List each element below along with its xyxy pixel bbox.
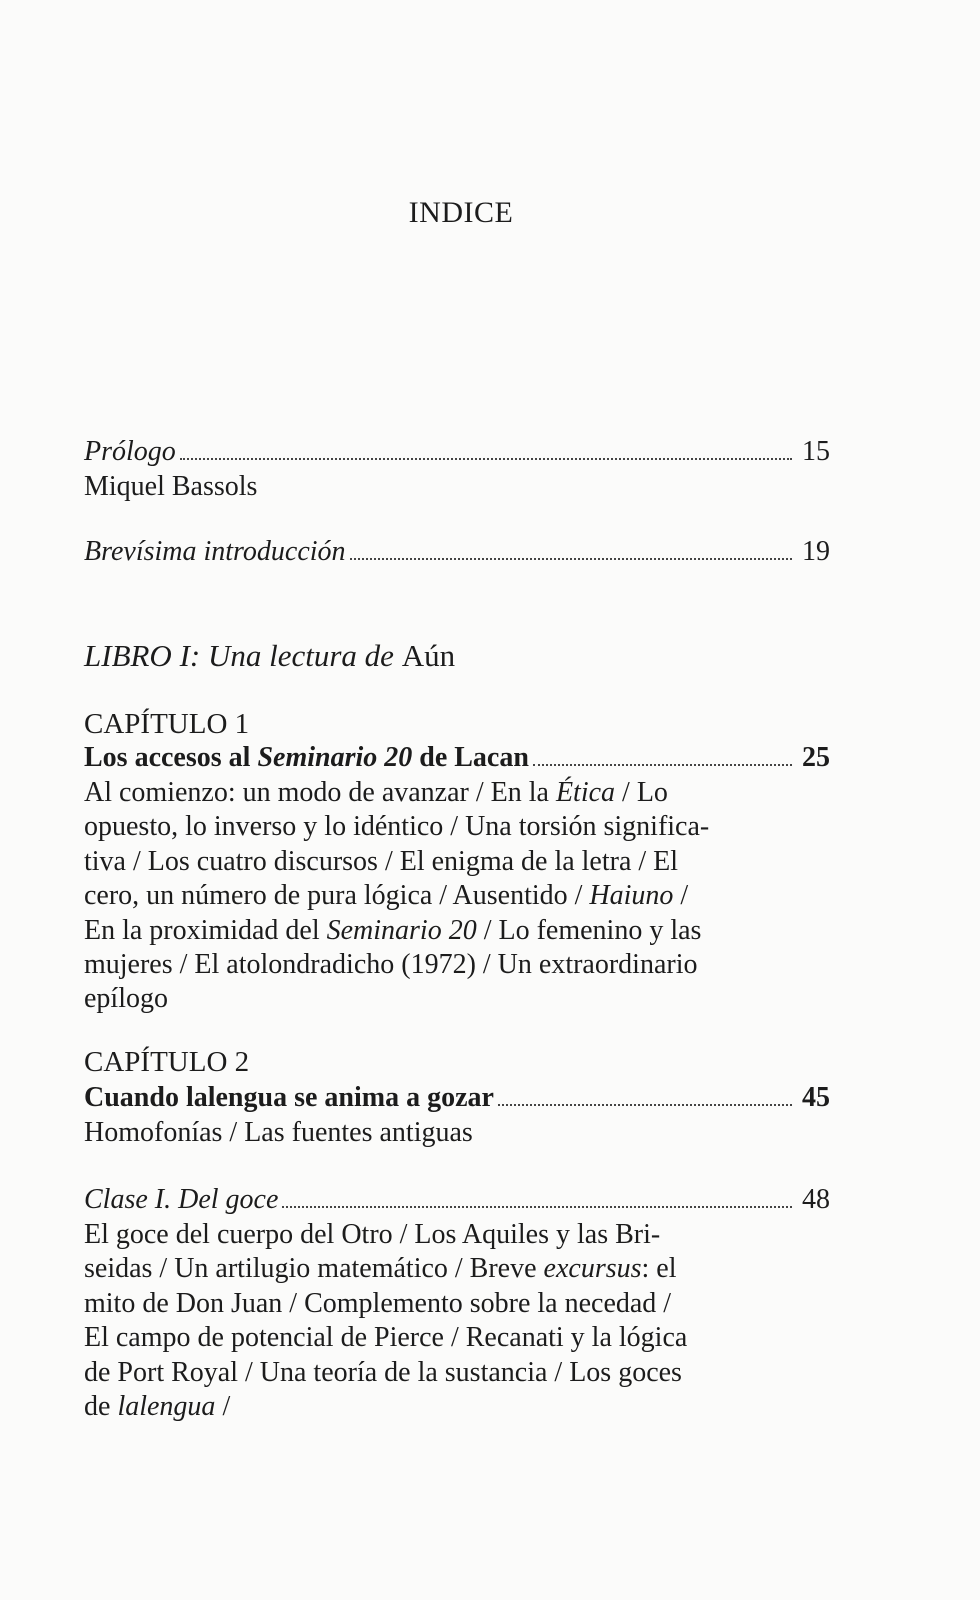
book-part-heading [84, 638, 455, 674]
toc-entry-prologo[interactable] [84, 436, 830, 468]
summary-line: seidas / Un artilugio matemático / Breve excursus: el [84, 1253, 677, 1285]
toc-page-number: 19 [802, 536, 830, 567]
toc-entry-cap2[interactable] [84, 1082, 830, 1114]
summary-line: El campo de potencial de Pierce / Recanati y la lógica [84, 1322, 688, 1354]
summary-line: epílogo [84, 983, 168, 1015]
toc-entry-cap1[interactable] [84, 742, 830, 774]
book-part-title: Una lectura de [207, 638, 402, 673]
toc-page-number: 15 [802, 436, 830, 467]
entry-text: de Lacan [412, 742, 529, 773]
summary-line: Al comienzo: un modo de avanzar / En la Ética / Lo [84, 777, 668, 808]
summary-line: tiva / Los cuatro discursos / El enigma de la letra / El [84, 845, 679, 877]
toc-entry-label [84, 742, 533, 774]
toc-page-number: 45 [802, 1082, 830, 1113]
entry-text: Los accesos al [84, 742, 258, 773]
summary-line: de lalengua / [84, 1391, 231, 1423]
summary-line: opuesto, lo inverso y lo idéntico / Una torsión significa- [84, 811, 710, 843]
dot-leader [282, 1206, 792, 1208]
page-title: INDICE [408, 196, 514, 229]
summary-line: mujeres / El atolondradicho (1972) / Un extraordinario [84, 949, 698, 981]
toc-author: Miquel Bassols [84, 471, 258, 502]
chapter-heading: CAPÍTULO 1 [84, 708, 250, 740]
summary-line: El goce del cuerpo del Otro / Los Aquiles y las Bri- [84, 1219, 661, 1250]
toc-entry-label: Cuando lalengua se anima a gozar [84, 1082, 494, 1113]
toc-page-number: 48 [802, 1184, 830, 1215]
dot-leader [180, 458, 792, 460]
chapter-heading: CAPÍTULO 2 [84, 1046, 250, 1078]
chapter-summary [84, 776, 766, 1017]
summary-line: cero, un número de pura lógica / Ausentido / Haiuno / [84, 880, 689, 912]
summary-line: En la proximidad del Seminario 20 / Lo femenino y las [84, 914, 702, 946]
dot-leader [533, 764, 792, 766]
class-summary [84, 1218, 766, 1424]
book-part-prefix: LIBRO I: [84, 638, 208, 673]
summary-line: mito de Don Juan / Complemento sobre la necedad / [84, 1287, 672, 1319]
toc-entry-clase1[interactable] [84, 1184, 830, 1216]
toc-entry-label: Brevísima introducción [84, 536, 346, 567]
entry-text-italic: Seminario 20 [257, 742, 413, 773]
toc-page-number: 25 [802, 742, 830, 773]
toc-entry-introduccion[interactable] [84, 536, 830, 568]
toc-entry-label: Clase I. Del goce [84, 1184, 279, 1215]
toc-entry-label: Prólogo [84, 436, 176, 467]
dot-leader [498, 1104, 792, 1106]
dot-leader [350, 558, 792, 560]
book-part-title-roman: Aún [401, 638, 456, 673]
chapter-summary: Homofonías / Las fuentes antiguas [84, 1117, 473, 1148]
summary-line: de Port Royal / Una teoría de la sustancia / Los goces [84, 1356, 682, 1388]
